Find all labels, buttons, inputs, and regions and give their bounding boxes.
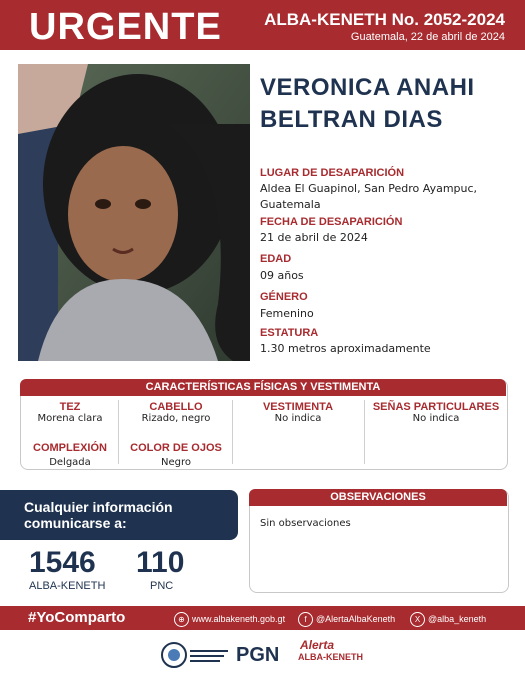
complexion-label: COMPLEXIÓN [33, 442, 107, 454]
age-value: 09 años [260, 269, 304, 282]
globe-icon: ⊕ [174, 612, 189, 627]
cabello-label: CABELLO [149, 401, 203, 413]
website-link[interactable] [174, 612, 285, 627]
age-label: EDAD [260, 253, 292, 265]
alert-number: ALBA-KENETH No. 2052-2024 [264, 10, 505, 29]
person-name-line2: BELTRAN DIAS [260, 106, 443, 133]
tez-value: Morena clara [37, 413, 103, 424]
missing-person-photo [18, 64, 250, 361]
facebook-link[interactable] [298, 612, 395, 627]
x-icon: X [410, 612, 425, 627]
facebook-text: @AlertaAlbaKeneth [316, 613, 396, 624]
photo-illustration [18, 64, 250, 361]
place-value [260, 181, 477, 213]
place-label: LUGAR DE DESAPARICIÓN [260, 167, 405, 179]
observations-title: OBSERVACIONES [249, 489, 507, 506]
alba-keneth-logo-text: ALBA-KENETH [298, 652, 363, 662]
pgn-logo: PGN [236, 644, 280, 666]
place-value-line1: Aldea El Guapinol, San Pedro Ayampuc, [260, 182, 478, 195]
vestimenta-value: No indica [274, 413, 322, 424]
senas-value: No indica [412, 413, 460, 424]
phone-alba-keneth: 1546 [29, 546, 96, 579]
place-value-line2: Guatemala [260, 198, 321, 211]
ojos-label: COLOR DE OJOS [130, 442, 222, 454]
guatemala-seal-icon [160, 640, 230, 670]
date-label: FECHA DE DESAPARICIÓN [260, 216, 403, 228]
person-name-line1: VERONICA ANAHI [260, 74, 475, 101]
website-text: www.albakeneth.gob.gt [192, 613, 286, 624]
alerta-logo-text: Alerta [300, 638, 335, 652]
tez-label: TEZ [59, 401, 81, 413]
phone-alba-keneth-label: ALBA-KENETH [29, 580, 106, 592]
cabello-value: Rizado, negro [141, 413, 211, 424]
characteristics-title: CARACTERÍSTICAS FÍSICAS Y VESTIMENTA [20, 379, 506, 396]
complexion-value: Delgada [49, 457, 91, 468]
height-value: 1.30 metros aproximadamente [260, 342, 431, 355]
contact-line2: comunicarse a: [24, 515, 127, 531]
hashtag: #YoComparto [28, 609, 126, 626]
gender-value: Femenino [260, 307, 314, 320]
ojos-value: Negro [161, 457, 191, 468]
vestimenta-label: VESTIMENTA [262, 401, 334, 413]
facebook-icon: f [298, 612, 313, 627]
divider [364, 400, 365, 464]
phone-pnc-label: PNC [150, 580, 174, 592]
x-text: @alba_keneth [428, 613, 487, 624]
gender-label: GÉNERO [260, 291, 308, 303]
date-value: 21 de abril de 2024 [260, 231, 368, 244]
senas-label: SEÑAS PARTICULARES [372, 401, 500, 413]
government-logo [160, 640, 230, 670]
x-link[interactable] [410, 612, 486, 627]
contact-text [24, 499, 173, 531]
urgent-title: URGENTE [29, 6, 222, 48]
alert-place-date: Guatemala, 22 de abril de 2024 [350, 31, 505, 43]
contact-line1: Cualquier información [24, 499, 173, 515]
height-label: ESTATURA [260, 327, 319, 339]
phone-pnc: 110 [136, 546, 185, 579]
person-name [260, 72, 475, 136]
divider [232, 400, 233, 464]
observations-value: Sin observaciones [260, 518, 351, 529]
